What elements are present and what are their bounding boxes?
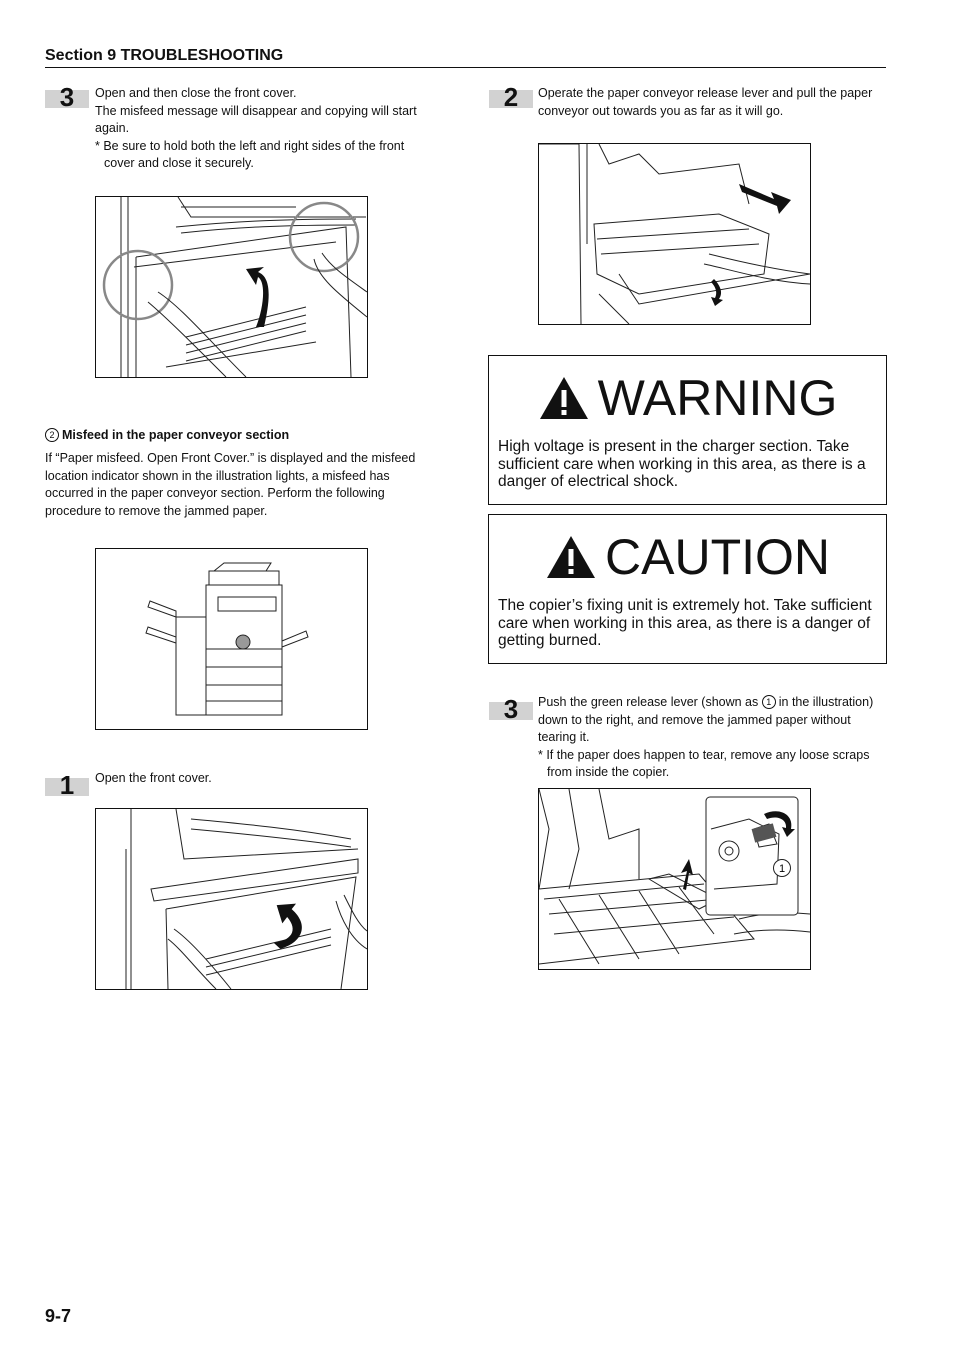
caution-text: The copier’s fixing unit is extremely hot. Take sufficient care when working in this area, as there is a danger of getting burned. (498, 597, 872, 649)
misfeed-body: If “Paper misfeed. Open Front Cover.” is displayed and the misfeed location indicator shown in the illustration lights, a misfeed has occurred in the paper conveyor section. Perform the following procedure to remove the jammed paper. (45, 451, 416, 518)
misfeed-title: Misfeed in the paper conveyor section (62, 428, 290, 442)
caution-heading (489, 531, 886, 583)
section-title: Section 9 TROUBLESHOOTING (45, 47, 284, 64)
warning-triangle-icon (538, 375, 590, 421)
release-lever-marker: 1 (762, 695, 776, 709)
step-3-note: * Be sure to hold both the left and right sides of the front cover and close it securely. (95, 138, 405, 170)
figure-release-lever (538, 788, 811, 970)
step-3-line-1: Open and then close the front cover. (95, 86, 297, 100)
step-1-text: Open the front cover. (95, 771, 212, 785)
misfeed-marker: 2 (45, 428, 59, 442)
figure-open-front-cover (95, 808, 368, 990)
step-3-right-main: Push the green release lever (shown as 1 in the illustration) down to the right, and remove the jammed paper without tearing it. (538, 695, 874, 744)
caution-triangle-icon (545, 534, 597, 580)
step-2-text: Operate the paper conveyor release lever and pull the paper conveyor out towards you as far as it will go. (538, 86, 873, 118)
warning-text: High voltage is present in the charger section. Take sufficient care when working in this area, as there is a danger of electrical shock. (498, 438, 866, 490)
figure-copier-overview (95, 548, 368, 730)
step-number-1: 1 (45, 778, 89, 796)
step-3-right-text (538, 694, 888, 782)
figure-pull-conveyor (538, 143, 811, 325)
caution-title: CAUTION (605, 529, 830, 585)
warning-title: WARNING (597, 370, 838, 426)
step-number-3-left: 3 (45, 90, 89, 108)
figure-close-front-cover (95, 196, 368, 378)
misfeed-heading (45, 428, 289, 442)
warning-box (488, 355, 887, 505)
step-3-left-text (95, 85, 435, 173)
warning-heading (489, 372, 886, 424)
section-header (45, 47, 886, 68)
step-number-3-right: 3 (489, 702, 533, 720)
step-3-line-2: The misfeed message will disappear and copying will start again. (95, 103, 417, 135)
caution-box (488, 514, 887, 664)
page-number: 9-7 (45, 1306, 72, 1326)
step-3-right-note: * If the paper does happen to tear, remove any loose scraps from inside the copier. (538, 747, 870, 779)
step-number-2: 2 (489, 90, 533, 108)
figure-lever-label: 1 (778, 863, 786, 875)
